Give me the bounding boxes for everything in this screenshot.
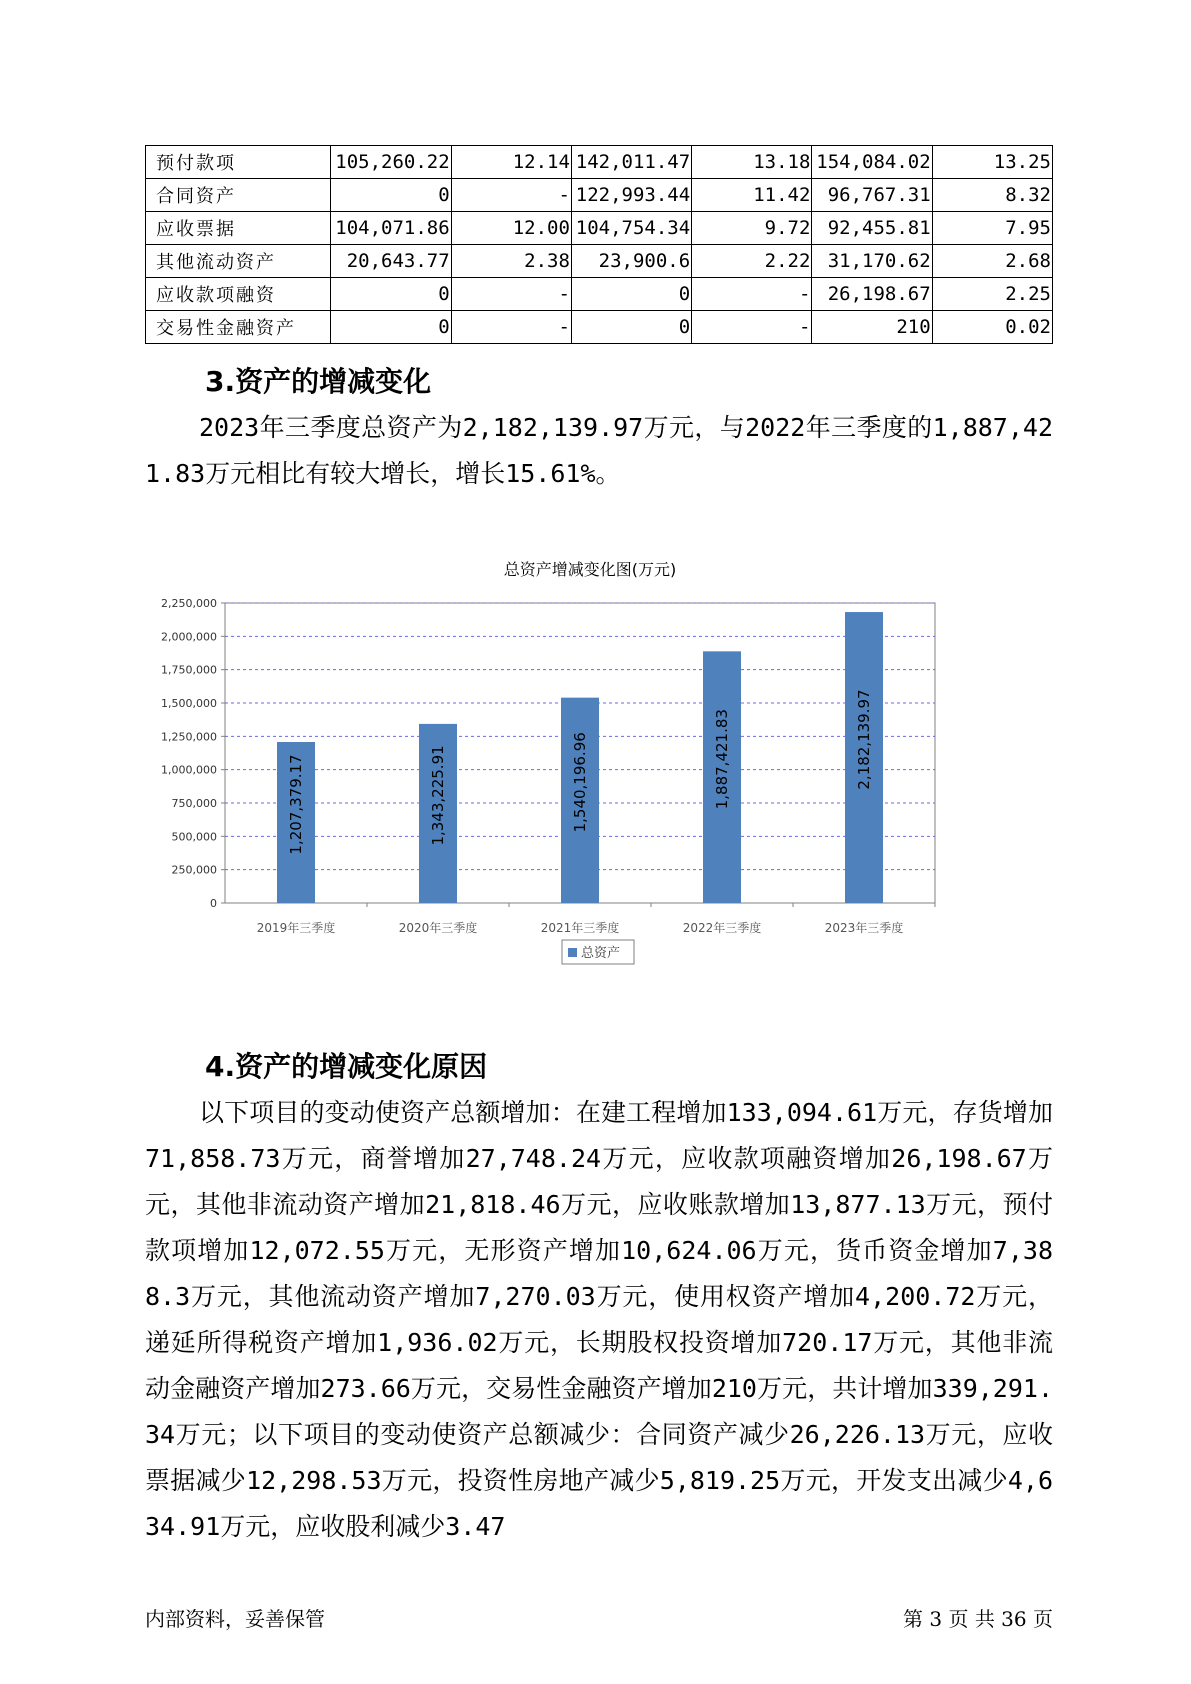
y-tick-label: 2,250,000 bbox=[161, 597, 217, 610]
table-row bbox=[146, 245, 1053, 278]
table-cell: 12.00 bbox=[451, 212, 571, 245]
y-tick-label: 1,000,000 bbox=[161, 763, 217, 777]
y-tick-label: 1,500,000 bbox=[161, 697, 217, 710]
footer-confidential-note: 内部资料，妥善保管 bbox=[145, 1607, 325, 1631]
table-row bbox=[146, 146, 1053, 179]
table-row bbox=[146, 212, 1053, 245]
table-row-label: 合同资产 bbox=[146, 179, 331, 212]
x-tick-label: 2021年三季度 bbox=[540, 921, 620, 935]
legend-swatch bbox=[568, 948, 577, 957]
table-row-label: 预付款项 bbox=[146, 146, 331, 179]
table-cell: 142,011.47 bbox=[571, 146, 691, 179]
chart-canvas bbox=[150, 555, 1030, 1015]
table-row-label: 应收票据 bbox=[146, 212, 331, 245]
table-cell: 2.22 bbox=[692, 245, 812, 278]
table-cell: 210 bbox=[812, 311, 932, 344]
section-3-heading: 3.资产的增减变化 bbox=[205, 365, 432, 398]
table-row bbox=[146, 278, 1053, 311]
asset-table-body bbox=[146, 146, 1053, 344]
table-cell: - bbox=[692, 311, 812, 344]
footer-page-number: 第 3 页 共 36 页 bbox=[903, 1607, 1053, 1631]
x-tick-label: 2020年三季度 bbox=[398, 921, 478, 935]
table-cell: - bbox=[451, 311, 571, 344]
table-cell: 13.25 bbox=[932, 146, 1052, 179]
section-3-paragraph: 2023年三季度总资产为2,182,139.97万元，与2022年三季度的1,887,421.83万元相比有较大增长，增长15.61%。 bbox=[145, 413, 1053, 488]
x-tick-label: 2023年三季度 bbox=[824, 921, 904, 935]
table-cell: 0 bbox=[331, 278, 451, 311]
y-tick-label: 1,250,000 bbox=[161, 730, 217, 744]
table-cell: 26,198.67 bbox=[812, 278, 932, 311]
x-tick-label: 2022年三季度 bbox=[682, 921, 762, 935]
table-cell: - bbox=[692, 278, 812, 311]
table-cell: 92,455.81 bbox=[812, 212, 932, 245]
chart-title: 总资产增减变化图(万元) bbox=[503, 560, 677, 579]
table-cell: 0 bbox=[331, 311, 451, 344]
table-cell: 0 bbox=[571, 311, 691, 344]
table-row-label: 交易性金融资产 bbox=[146, 311, 331, 344]
table-cell: 105,260.22 bbox=[331, 146, 451, 179]
y-tick-label: 750,000 bbox=[171, 797, 217, 810]
table-cell: 96,767.31 bbox=[812, 179, 932, 212]
table-cell: 7.95 bbox=[932, 212, 1052, 245]
table-cell: 0.02 bbox=[932, 311, 1052, 344]
section-4-heading: 4.资产的增减变化原因 bbox=[205, 1050, 488, 1083]
table-row-label: 其他流动资产 bbox=[146, 245, 331, 278]
table-row-label: 应收款项融资 bbox=[146, 278, 331, 311]
table-cell: 23,900.6 bbox=[571, 245, 691, 278]
y-tick-label: 250,000 bbox=[171, 863, 217, 877]
table-cell: 11.42 bbox=[692, 179, 812, 212]
table-cell: 31,170.62 bbox=[812, 245, 932, 278]
bar-data-label: 1,540,196.96 bbox=[571, 732, 589, 833]
table-cell: 104,071.86 bbox=[331, 212, 451, 245]
x-tick-label: 2019年三季度 bbox=[256, 921, 336, 935]
total-assets-chart bbox=[150, 555, 1030, 1015]
y-tick-label: 2,000,000 bbox=[161, 630, 217, 644]
legend-label: 总资产 bbox=[581, 946, 621, 961]
table-cell: 104,754.34 bbox=[571, 212, 691, 245]
y-tick-label: 500,000 bbox=[171, 830, 217, 844]
table-cell: - bbox=[451, 179, 571, 212]
y-tick-label: 0 bbox=[210, 897, 217, 910]
section-4-paragraph: 以下项目的变动使资产总额增加：在建工程增加133,094.61万元，存货增加71,858.73万元，商誉增加27,748.24万元，应收款项融资增加26,198.67万元，其他非流动资产增加21,818.46万元，应收账款增加13,877.13万元，预付款项增加12,072.55万元，无形资产增加10,624.06万元，货币资金增加7,388.3万元，其他流动资产增加7,270.03万元，使用权资产增加4,200.72万元，递延所得税资产增加1,936.02万元，长期股权投资增加720.17万元，其他非流动金融资产增加273.66万元，交易性金融资产增加210万元，共计增加339,291.34万元；以下项目的变动使资产总额减少：合同资产减少26,226.13万元，应收票据减少12,298.53万元，投资性房地产减少5,819.25万元，开发支出减少4,634.91万元，应收股利减少3.47 bbox=[145, 1098, 1053, 1541]
table-cell: - bbox=[451, 278, 571, 311]
table-cell: 122,993.44 bbox=[571, 179, 691, 212]
table-cell: 12.14 bbox=[451, 146, 571, 179]
bar-data-label: 2,182,139.97 bbox=[855, 689, 873, 790]
y-tick-label: 1,750,000 bbox=[161, 663, 217, 677]
table-row bbox=[146, 311, 1053, 344]
table-cell: 20,643.77 bbox=[331, 245, 451, 278]
bar-data-label: 1,343,225.91 bbox=[429, 745, 447, 846]
table-cell: 2.25 bbox=[932, 278, 1052, 311]
bar-data-label: 1,887,421.83 bbox=[713, 709, 731, 810]
table-cell: 2.38 bbox=[451, 245, 571, 278]
table-cell: 2.68 bbox=[932, 245, 1052, 278]
table-cell: 0 bbox=[571, 278, 691, 311]
table-cell: 154,084.02 bbox=[812, 146, 932, 179]
table-cell: 0 bbox=[331, 179, 451, 212]
table-row bbox=[146, 179, 1053, 212]
asset-table bbox=[145, 145, 1053, 344]
table-cell: 8.32 bbox=[932, 179, 1052, 212]
table-cell: 9.72 bbox=[692, 212, 812, 245]
table-cell: 13.18 bbox=[692, 146, 812, 179]
bar-data-label: 1,207,379.17 bbox=[287, 754, 305, 855]
